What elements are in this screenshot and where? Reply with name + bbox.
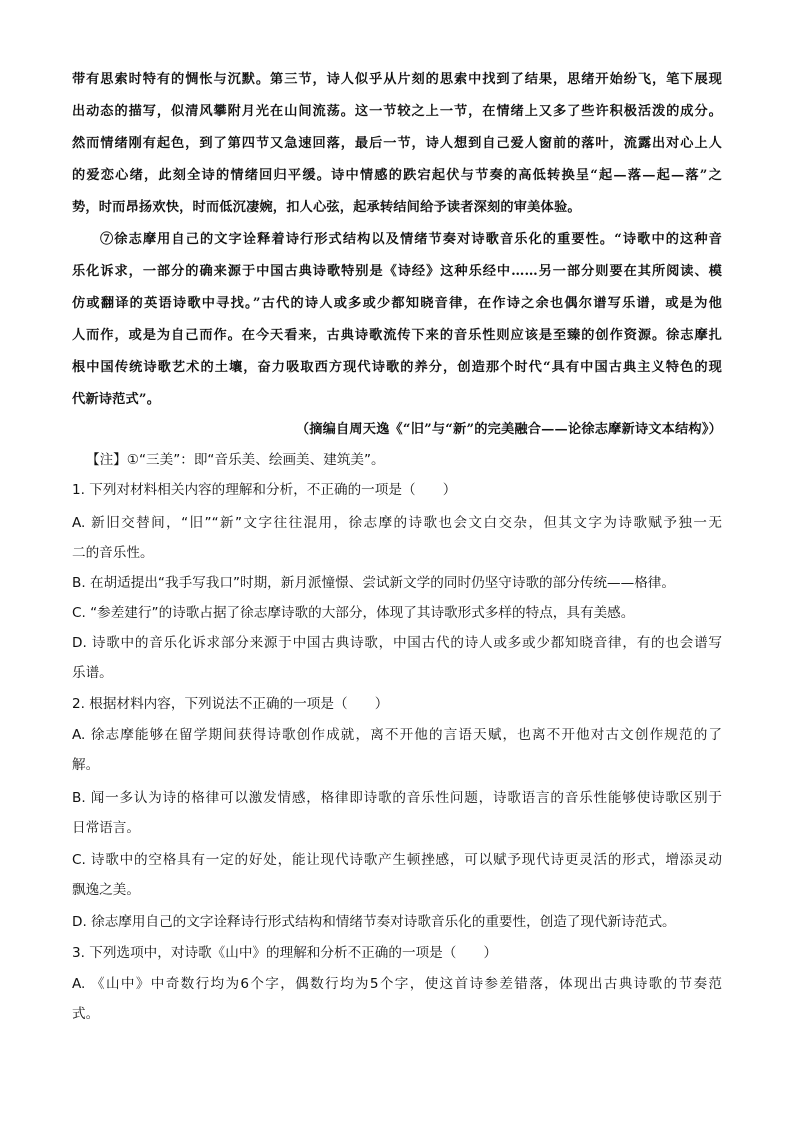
question-1-option-d[interactable]: D. 诗歌中的音乐化诉求部分来源于中国古典诗歌，中国古代的诗人或多或少都知晓音律，有的也会谱写: [72, 635, 722, 651]
question-3-option-a-cont: 式。: [72, 1006, 100, 1022]
paragraph-7-line: 仿或翻译的英语诗歌中寻找。”古代的诗人或多或少都知晓音律，在作诗之余也偶尔谱写乐谱，或是为他: [72, 296, 722, 311]
passage-line: 的爱恋心绪，此刻全诗的情绪回归平缓。诗中情感的跌宕起伏与节奏的高低转换呈“起—落—起—落”之: [72, 168, 722, 183]
paragraph-7-line: 代新诗范式”。: [72, 392, 161, 407]
question-1-stem: 1. 下列对材料相关内容的理解和分析，不正确的一项是（ ）: [72, 482, 457, 498]
question-1-option-d-cont: 乐谱。: [72, 665, 113, 681]
paragraph-7-line: 根中国传统诗歌艺术的土壤，奋力吸取西方现代诗歌的养分，创造那个时代“具有中国古典主义特色的现: [72, 360, 722, 375]
source-citation: （摘编自周天逸《“旧”与“新”的完美融合——论徐志摩新诗文本结构》）: [295, 422, 722, 437]
question-2-option-d[interactable]: D. 徐志摩用自己的文字诠释诗行形式结构和情绪节奏对诗歌音乐化的重要性，创造了现代新诗范式。: [72, 914, 676, 930]
question-2-option-c[interactable]: C. 诗歌中的空格具有一定的好处，能让现代诗歌产生顿挫感，可以赋予现代诗更灵活的形式，增添灵动: [72, 852, 722, 868]
passage-line: 出动态的描写，似清风攀附月光在山间流荡。这一节较之上一节，在情绪上又多了些许积极活泼的成分。: [72, 104, 722, 119]
question-2-option-a-cont: 解。: [72, 757, 100, 773]
paragraph-7-line: 乐化诉求，一部分的确来源于中国古典诗歌特别是《诗经》这种乐经中……另一部分则要在其所阅读、模: [72, 264, 722, 279]
question-1-option-c[interactable]: C. “参差建行”的诗歌占据了徐志摩诗歌的大部分，体现了其诗歌形式多样的特点，具有美感。: [72, 605, 635, 621]
question-2-option-b[interactable]: B. 闻一多认为诗的格律可以激发情感，格律即诗歌的音乐性问题，诗歌语言的音乐性能够使诗歌区别于: [72, 790, 722, 806]
question-1-option-a[interactable]: A. 新旧交替间，“旧”“新”文字往往混用，徐志摩的诗歌也会文白交杂，但其文字为诗歌赋予独一无: [72, 515, 722, 531]
passage-line: 然而情绪刚有起色，到了第四节又急速回落，最后一节，诗人想到自己爱人窗前的落叶，流露出对心上人: [72, 136, 722, 151]
question-2-option-b-cont: 日常语言。: [72, 820, 140, 836]
passage-line: 势，时而昂扬欢快，时而低沉凄婉，扣人心弦，起承转结间给予读者深刻的审美体验。: [72, 200, 581, 215]
question-1-option-a-cont: 二的音乐性。: [72, 545, 154, 561]
question-1-option-b[interactable]: B. 在胡适提出“我手写我口”时期，新月派憧憬、尝试新文学的同时仍坚守诗歌的部分传统——格律。: [72, 575, 675, 591]
paragraph-7-line: ⑦徐志摩用自己的文字诠释着诗行形式结构以及情绪节奏对诗歌音乐化的重要性。“诗歌中的这种音: [100, 232, 722, 247]
question-3-option-a[interactable]: A. 《山中》中奇数行均为6个字，偶数行均为5个字，使这首诗参差错落，体现出古典诗歌的节奏范: [72, 976, 722, 992]
footnote: 【注】①“三美”：即“音乐美、绘画美、建筑美”。: [86, 452, 385, 468]
question-2-option-c-cont: 飘逸之美。: [72, 882, 140, 898]
passage-line: 带有思索时特有的惆怅与沉默。第三节，诗人似乎从片刻的思索中找到了结果，思绪开始纷飞，笔下展现: [72, 72, 722, 87]
question-2-option-a[interactable]: A. 徐志摩能够在留学期间获得诗歌创作成就，离不开他的言语天赋，也离不开他对古文创作规范的了: [72, 727, 722, 743]
question-3-stem: 3. 下列选项中，对诗歌《山中》的理解和分析不正确的一项是（ ）: [72, 945, 498, 961]
paragraph-7-line: 人而作，或是为自己而作。在今天看来，古典诗歌流传下来的音乐性则应该是至臻的创作资源。徐志摩扎: [72, 328, 722, 343]
question-2-stem: 2. 根据材料内容，下列说法不正确的一项是（ ）: [72, 696, 389, 712]
